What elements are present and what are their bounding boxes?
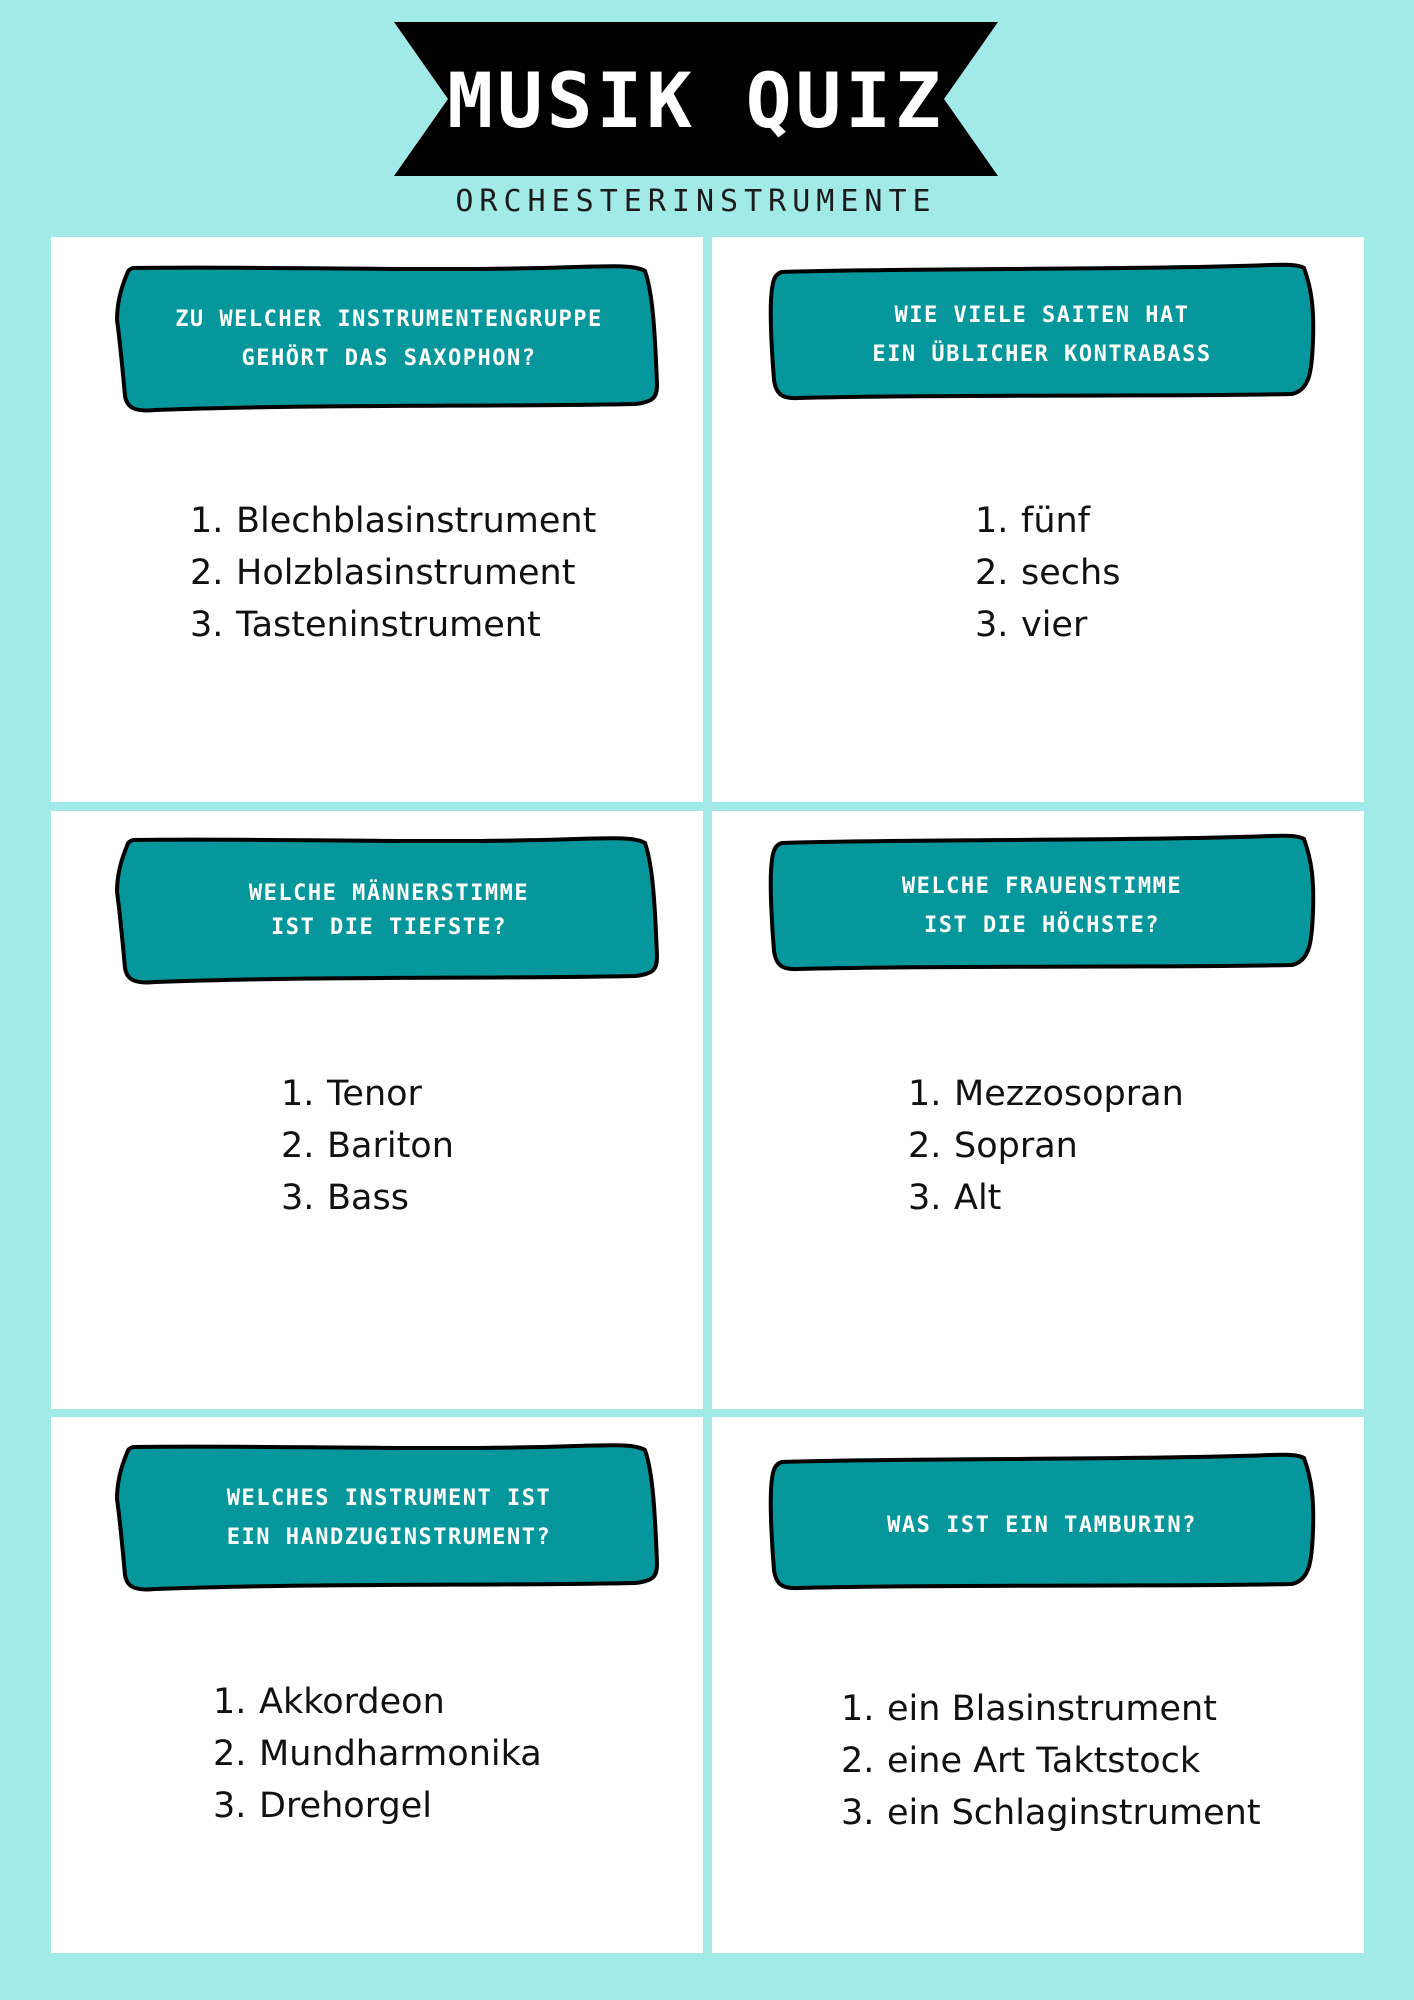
question-text: WELCHE MÄNNERSTIMME IST DIE TIEFSTE? (248, 881, 530, 940)
answer-list (841, 1683, 1261, 1839)
answer-number: 1. (841, 1689, 875, 1729)
answer-text: Mezzosopran (954, 1074, 1184, 1114)
list-item (281, 1172, 454, 1224)
question-label-4 (768, 831, 1316, 981)
answer-number: 3. (213, 1786, 247, 1826)
list-item (908, 1120, 1184, 1172)
answer-number: 3. (841, 1793, 875, 1833)
question-label-5 (115, 1443, 663, 1593)
list-item (908, 1172, 1184, 1224)
quiz-card-6 (712, 1417, 1364, 1953)
answer-number: 2. (281, 1126, 315, 1166)
list-item (841, 1735, 1261, 1787)
list-item (281, 1068, 454, 1120)
question-text: WELCHES INSTRUMENT IST EIN HANDZUGINSTRUMENT? (226, 1486, 552, 1550)
answer-text: Bass (327, 1178, 409, 1218)
question-label-1 (115, 264, 663, 414)
page-subtitle: ORCHESTERINSTRUMENTE (455, 184, 937, 219)
answer-text: Akkordeon (259, 1682, 445, 1722)
quiz-card-5 (51, 1417, 703, 1953)
answer-text: Tasteninstrument (236, 605, 541, 645)
answer-text: vier (1021, 605, 1088, 645)
answer-text: Tenor (327, 1074, 422, 1114)
answer-number: 1. (975, 501, 1009, 541)
question-text: WAS IST EIN TAMBURIN? (887, 1512, 1197, 1538)
answer-text: Holzblasinstrument (236, 553, 576, 593)
quiz-card-3 (51, 811, 703, 1409)
list-item (281, 1120, 454, 1172)
answer-text: Drehorgel (259, 1786, 432, 1826)
list-item (975, 495, 1120, 547)
answer-number: 3. (975, 605, 1009, 645)
list-item (841, 1787, 1261, 1839)
answer-number: 1. (908, 1074, 942, 1114)
list-item (975, 599, 1120, 651)
list-item (190, 547, 596, 599)
page-title: MUSIK QUIZ (447, 55, 945, 145)
quiz-card-1 (51, 237, 703, 802)
answer-number: 2. (841, 1741, 875, 1781)
answer-text: Blechblasinstrument (236, 501, 597, 541)
answer-number: 3. (281, 1178, 315, 1218)
answer-number: 2. (908, 1126, 942, 1166)
answer-number: 3. (908, 1178, 942, 1218)
answer-number: 2. (190, 553, 224, 593)
list-item (190, 599, 596, 651)
question-text: WIE VIELE SAITEN HAT EIN ÜBLICHER KONTRABASS (872, 303, 1212, 367)
list-item (975, 547, 1120, 599)
question-label-3 (115, 836, 663, 986)
quiz-card-2 (712, 237, 1364, 802)
list-item (190, 495, 596, 547)
answer-list (908, 1068, 1184, 1224)
list-item (213, 1676, 542, 1728)
answer-text: Sopran (954, 1126, 1078, 1166)
list-item (908, 1068, 1184, 1120)
answer-list (213, 1676, 542, 1832)
question-text: ZU WELCHER INSTRUMENTENGRUPPE GEHÖRT DAS SAXOPHON? (175, 307, 603, 371)
answer-number: 1. (281, 1074, 315, 1114)
answer-text: Alt (954, 1178, 1002, 1218)
quiz-card-4 (712, 811, 1364, 1409)
question-text: WELCHE FRAUENSTIMME IST DIE HÖCHSTE? (901, 874, 1183, 938)
answer-number: 1. (190, 501, 224, 541)
answer-text: ein Blasinstrument (887, 1689, 1217, 1729)
answer-number: 2. (213, 1734, 247, 1774)
list-item (841, 1683, 1261, 1735)
answer-text: Mundharmonika (259, 1734, 542, 1774)
list-item (213, 1780, 542, 1832)
answer-text: Bariton (327, 1126, 454, 1166)
answer-list (190, 495, 596, 651)
list-item (213, 1728, 542, 1780)
answer-text: ein Schlaginstrument (887, 1793, 1261, 1833)
question-label-2 (768, 260, 1316, 410)
answer-text: fünf (1021, 501, 1091, 541)
answer-list (281, 1068, 454, 1224)
answer-text: eine Art Taktstock (887, 1741, 1201, 1781)
answer-list (975, 495, 1120, 651)
answer-number: 1. (213, 1682, 247, 1722)
title-banner (394, 22, 998, 176)
answer-number: 3. (190, 605, 224, 645)
question-label-6 (768, 1450, 1316, 1600)
answer-number: 2. (975, 553, 1009, 593)
answer-text: sechs (1021, 553, 1121, 593)
